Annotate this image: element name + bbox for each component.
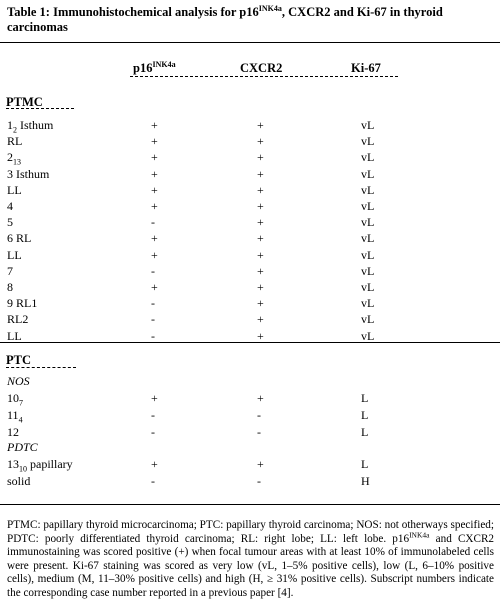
case-number: 7 (7, 263, 13, 278)
cell-p16: - (151, 312, 155, 327)
table-row (0, 167, 500, 182)
case-site: papillary (27, 457, 73, 471)
table-title-superscript: INK4a (258, 3, 282, 13)
table-title (7, 5, 495, 35)
cell-p16: + (151, 199, 158, 213)
table-row (0, 457, 500, 472)
cell-p16: - (151, 263, 155, 278)
cell-cxcr2: + (257, 215, 264, 230)
row-case-label (7, 118, 53, 133)
section-ptc: PTC (6, 353, 31, 367)
cell-ki67: vL (361, 182, 375, 197)
section-ptc-dashed-rule (6, 367, 76, 368)
table-row (0, 150, 500, 165)
cell-p16: + (151, 118, 158, 132)
cell-p16: - (151, 425, 155, 439)
header-cxcr2: CXCR2 (240, 61, 283, 75)
row-case-label (7, 167, 49, 182)
cell-ki67: vL (361, 150, 375, 165)
cell-ki67: vL (361, 328, 375, 343)
cell-ki67: vL (361, 263, 375, 278)
cell-ki67: H (361, 474, 370, 488)
cell-p16: + (151, 247, 158, 262)
case-number: LL (7, 247, 22, 262)
case-number: 4 (7, 199, 13, 213)
cell-p16: + (151, 150, 158, 165)
row-case-label (7, 391, 23, 406)
header-p16 (133, 61, 176, 76)
header-p16-superscript: INK4a (152, 59, 176, 69)
case-number: 12 (7, 425, 19, 439)
cell-cxcr2: + (257, 247, 264, 262)
cell-ki67: vL (361, 199, 375, 213)
table-row (0, 391, 500, 406)
section-ptmc-dashed-rule (6, 108, 74, 109)
case-number: 2 (7, 150, 13, 165)
section-ptmc: PTMC (6, 95, 43, 109)
case-site: Isthum (17, 118, 54, 132)
footnote-part2: and CXCR2 immunostaining was scored positive (+) when focal tumour areas with at least 10% of immunolabeled cells were present. Ki-67 staining was scored as very low (vL, 1–5% positive cells), low (L, 6–10% positive cells), medium (M, 11–30% positive cells) and high (H, ≥ 31% positive cells). Subscript numbers indicate the corresponding case number reported in a previous paper [4]. (7, 532, 494, 599)
row-case-label (7, 215, 13, 230)
cell-cxcr2: + (257, 296, 264, 311)
row-case-label (7, 296, 37, 311)
cell-ki67: L (361, 408, 369, 422)
case-number: 10 (7, 391, 19, 405)
table-row (0, 118, 500, 133)
header-ki67: Ki-67 (351, 61, 381, 75)
row-case-label (7, 134, 22, 149)
case-subscript: 7 (19, 398, 23, 408)
table-row (0, 264, 500, 279)
subsection-nos: NOS (7, 374, 30, 388)
cell-ki67: L (361, 391, 369, 405)
cell-cxcr2: - (257, 425, 261, 439)
cell-cxcr2: + (257, 134, 264, 149)
footnote-part1: PTMC: papillary thyroid microcarcinoma; PTC: papillary thyroid carcinoma; NOS: not otherways specified; PDTC: poorly differentiated thyroid carcinoma; RL: right lobe; LL: left lobe. p16 (7, 519, 494, 545)
cell-ki67: vL (361, 118, 375, 132)
table-row (0, 280, 500, 295)
top-rule (0, 42, 500, 43)
row-case-label (7, 183, 22, 198)
cell-cxcr2: + (257, 231, 264, 246)
case-subscript: 10 (19, 464, 27, 474)
table-row (0, 408, 500, 423)
table-row (0, 183, 500, 198)
cell-cxcr2: + (257, 263, 264, 278)
table-footnote (7, 519, 494, 601)
subsection-pdtc: PDTC (7, 440, 38, 454)
cell-ki67: vL (361, 312, 375, 327)
case-number: 11 (7, 408, 19, 422)
header-dashed-rule (130, 76, 398, 77)
cell-p16: + (151, 457, 158, 471)
cell-p16: - (151, 474, 155, 488)
cell-p16: + (151, 134, 158, 149)
case-subscript: 2 (13, 125, 17, 135)
cell-cxcr2: + (257, 457, 264, 471)
table-bottom-rule (0, 504, 500, 505)
case-subscript: 13 (13, 157, 21, 167)
row-case-label (7, 280, 13, 295)
row-case-label (7, 457, 73, 472)
case-number: RL2 (7, 312, 29, 327)
case-number: 8 (7, 280, 13, 294)
cell-ki67: L (361, 457, 369, 471)
cell-cxcr2: - (257, 474, 261, 488)
cell-p16: + (151, 182, 158, 197)
cell-ki67: vL (361, 247, 375, 262)
table-row (0, 312, 500, 327)
cell-cxcr2: + (257, 312, 264, 327)
cell-cxcr2: - (257, 408, 261, 422)
cell-ki67: vL (361, 280, 375, 294)
case-number: 6 RL (7, 231, 32, 246)
row-case-label (7, 474, 30, 489)
cell-cxcr2: + (257, 280, 264, 294)
case-number: 3 Isthum (7, 166, 50, 181)
table-row (0, 425, 500, 440)
header-p16-base: p16 (133, 61, 153, 75)
case-number: 5 (7, 215, 13, 230)
cell-p16: - (151, 328, 155, 343)
cell-cxcr2: + (257, 166, 264, 181)
cell-cxcr2: + (257, 150, 264, 165)
cell-p16: + (151, 280, 158, 294)
cell-ki67: vL (361, 134, 375, 149)
table-row (0, 215, 500, 230)
table-row (0, 474, 500, 489)
row-case-label (7, 312, 28, 327)
row-case-label (7, 150, 21, 165)
cell-cxcr2: + (257, 391, 264, 405)
cell-cxcr2: + (257, 182, 264, 197)
case-subscript: 4 (18, 415, 23, 425)
table-row (0, 296, 500, 311)
cell-ki67: L (361, 425, 369, 439)
case-number: 1 (7, 118, 13, 132)
case-number: 13 (7, 457, 19, 471)
row-case-label (7, 264, 13, 279)
row-case-label (7, 408, 23, 423)
case-number: solid (7, 474, 31, 488)
cell-ki67: vL (361, 231, 375, 246)
cell-ki67: vL (361, 296, 375, 311)
table-row (0, 134, 500, 149)
row-case-label (7, 248, 22, 263)
case-number: LL (7, 328, 22, 343)
row-case-label (7, 231, 31, 246)
cell-p16: + (151, 391, 158, 405)
table-row (0, 199, 500, 214)
row-case-label (7, 425, 19, 440)
cell-p16: - (151, 296, 155, 311)
table-title-prefix: Table 1: Immunohistochemical analysis for p16 (7, 5, 259, 19)
cell-cxcr2: + (257, 118, 264, 132)
table-row (0, 248, 500, 263)
cell-p16: + (151, 166, 158, 181)
cell-p16: - (151, 215, 155, 230)
cell-p16: - (151, 408, 155, 422)
table-row (0, 231, 500, 246)
cell-ki67: vL (361, 166, 375, 181)
cell-p16: + (151, 231, 158, 246)
cell-ki67: vL (361, 215, 375, 230)
footnote-superscript: INK4a (409, 529, 430, 539)
cell-cxcr2: + (257, 328, 264, 343)
case-number: LL (7, 182, 22, 197)
row-case-label (7, 199, 13, 214)
case-number: 9 RL1 (7, 296, 38, 311)
cell-cxcr2: + (257, 199, 264, 213)
table-title-suffix: , CXCR2 and Ki-67 in thyroid carcinomas (7, 5, 443, 34)
ptmc-end-rule (0, 342, 500, 343)
case-number: RL (7, 134, 23, 149)
